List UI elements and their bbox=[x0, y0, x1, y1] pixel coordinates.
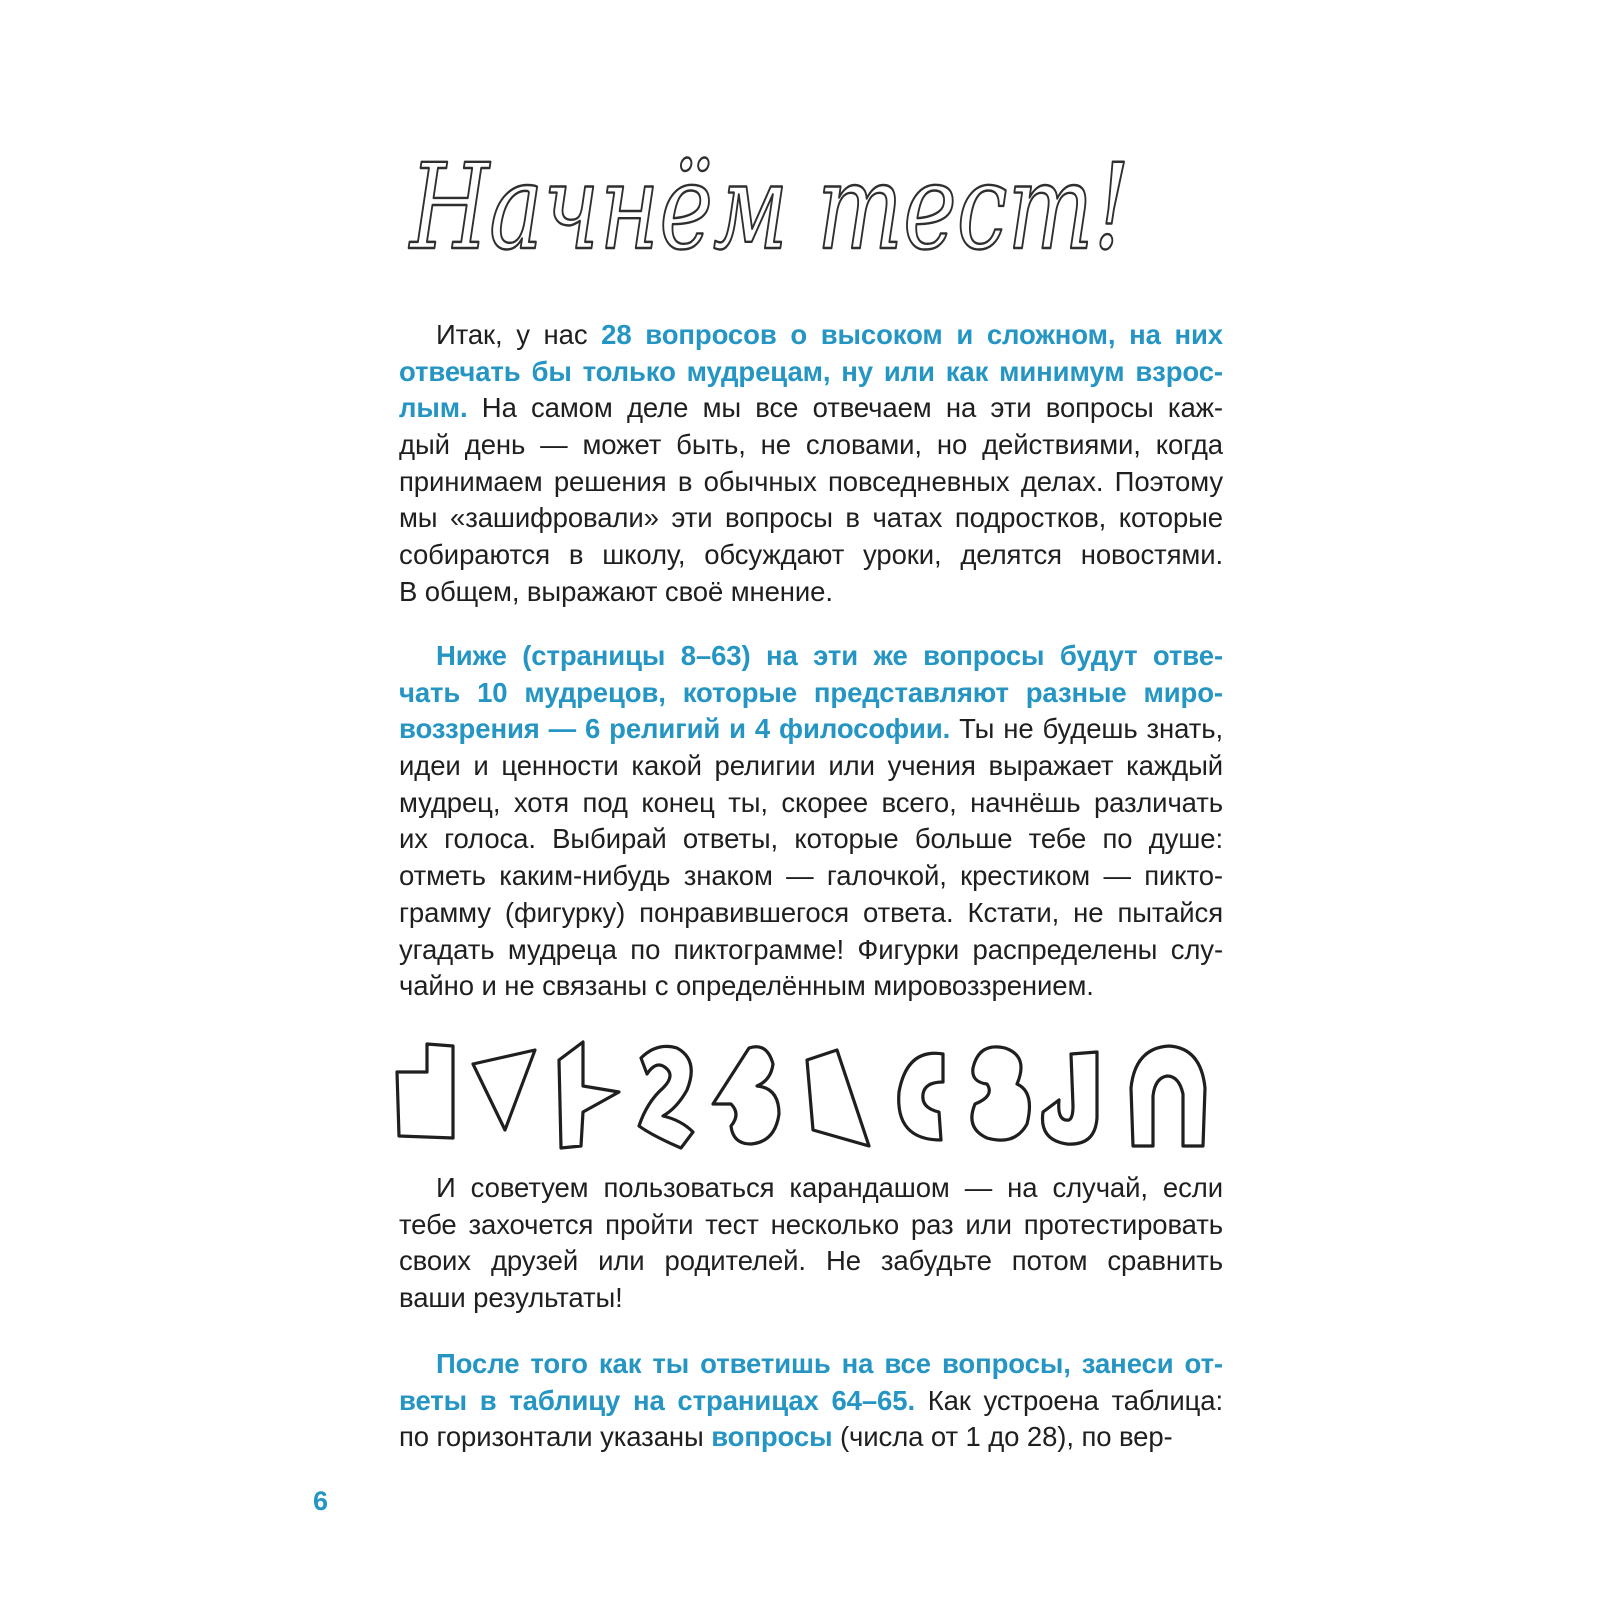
highlighted-text: лым. bbox=[399, 392, 468, 424]
paragraph-pencil bbox=[399, 1170, 1223, 1317]
text-line bbox=[399, 1280, 1223, 1317]
highlighted-text: После того как ты ответишь на все вопросы, занеси от- bbox=[436, 1348, 1223, 1379]
body-text: В общем, выражают своё мнение. bbox=[399, 575, 833, 607]
text-line bbox=[399, 932, 1223, 969]
text-line bbox=[399, 1170, 1223, 1207]
highlighted-text: отвечать бы только мудрецам, ну или как минимум взрос- bbox=[399, 355, 1223, 387]
highlighted-text: воззрения — 6 религий и 4 философии. bbox=[399, 713, 951, 745]
j-figure bbox=[1043, 1052, 1098, 1144]
paragraph-sages bbox=[399, 638, 1223, 1005]
text-line bbox=[399, 785, 1223, 822]
arch-figure bbox=[1131, 1046, 1205, 1146]
body-text: мудрец, хотя под конец ты, скорее всего, начнёшь различать bbox=[399, 786, 1223, 818]
body-text: дый день — может быть, не словами, но действиями, когда bbox=[399, 429, 1223, 461]
body-text: грамму (фигурку) понравившегося ответа. Кстати, не пытайся bbox=[399, 896, 1223, 928]
triangle-figure bbox=[473, 1050, 535, 1130]
body-text: по горизонтали указаны bbox=[399, 1421, 712, 1453]
text-line bbox=[399, 317, 1223, 354]
highlighted-text: веты в таблицу на страницах 64–65. bbox=[399, 1384, 915, 1416]
body-text: На самом деле мы все отвечаем на эти вопросы каж- bbox=[467, 392, 1223, 424]
text-line bbox=[399, 638, 1223, 675]
text-line bbox=[399, 354, 1223, 391]
body-text: собираются в школу, обсуждают уроки, делятся новостями. bbox=[399, 539, 1223, 571]
step-figure bbox=[397, 1044, 453, 1138]
text-line bbox=[399, 821, 1223, 858]
highlighted-text: вопросы bbox=[711, 1421, 833, 1453]
text-line bbox=[399, 711, 1223, 748]
title-text: Начнём тест! bbox=[408, 138, 1131, 276]
body-text: (числа от 1 до 28), по вер- bbox=[832, 1421, 1173, 1453]
text-line bbox=[399, 1383, 1223, 1420]
c-figure bbox=[899, 1053, 943, 1140]
s-curve-figure bbox=[639, 1046, 693, 1148]
text-line bbox=[399, 748, 1223, 785]
text-line bbox=[399, 1419, 1223, 1456]
heart-figure bbox=[713, 1047, 779, 1144]
text-line bbox=[399, 858, 1223, 895]
page-number: 6 bbox=[313, 1486, 329, 1516]
text-line bbox=[399, 675, 1223, 712]
body-text: чайно и не связаны с определённым мировоззрением. bbox=[399, 970, 1094, 1002]
text-line bbox=[399, 1243, 1223, 1280]
text-line bbox=[399, 464, 1223, 501]
text-line bbox=[399, 537, 1223, 574]
paragraph-table bbox=[399, 1346, 1223, 1456]
text-line bbox=[399, 968, 1223, 1005]
body-text: их голоса. Выбирай ответы, которые больше тебе по душе: bbox=[399, 823, 1223, 855]
bean-figure bbox=[972, 1047, 1030, 1140]
text-line bbox=[399, 895, 1223, 932]
page-title bbox=[410, 120, 1170, 290]
body-text: Итак, у нас bbox=[436, 319, 602, 350]
body-text: тебе захочется пройти тест несколько раз или протестировать bbox=[399, 1208, 1223, 1240]
body-text: угадать мудреца по пиктограмме! Фигурки распределены слу- bbox=[399, 933, 1223, 965]
title-handwriting bbox=[410, 120, 1170, 290]
highlighted-text: чать 10 мудрецов, которые представляют разные миро- bbox=[399, 676, 1223, 708]
body-text: ваши результаты! bbox=[399, 1282, 623, 1314]
body-text: принимаем решения в обычных повседневных делах. Поэтому bbox=[399, 465, 1223, 497]
body-text: Как устроена таблица: bbox=[915, 1384, 1224, 1416]
paragraph-intro bbox=[399, 317, 1223, 611]
body-text: идеи и ценности какой религии или учения выражает каждый bbox=[399, 750, 1223, 782]
text-line bbox=[399, 1207, 1223, 1244]
highlighted-text: Ниже (страницы 8–63) на эти же вопросы будут отве- bbox=[436, 640, 1223, 671]
text-line bbox=[399, 390, 1223, 427]
pictogram-row bbox=[395, 1042, 1225, 1150]
text-line bbox=[399, 1346, 1223, 1383]
trapezoid-figure bbox=[807, 1050, 869, 1146]
arrow-figure bbox=[559, 1042, 619, 1148]
text-line bbox=[399, 574, 1223, 611]
body-text: мы «зашифровали» эти вопросы в чатах подростков, которые bbox=[399, 502, 1223, 534]
body-text: своих друзей или родителей. Не забудьте потом сравнить bbox=[399, 1245, 1223, 1277]
highlighted-text: 28 вопросов о высоком и сложном, на них bbox=[601, 319, 1223, 350]
body-text: отметь каким-нибудь знаком — галочкой, крестиком — пикто- bbox=[399, 860, 1223, 892]
text-line bbox=[399, 427, 1223, 464]
body-text: И советуем пользоваться карандашом — на случай, если bbox=[436, 1172, 1223, 1203]
body-text: Ты не будешь знать, bbox=[950, 713, 1223, 745]
text-line bbox=[399, 500, 1223, 537]
